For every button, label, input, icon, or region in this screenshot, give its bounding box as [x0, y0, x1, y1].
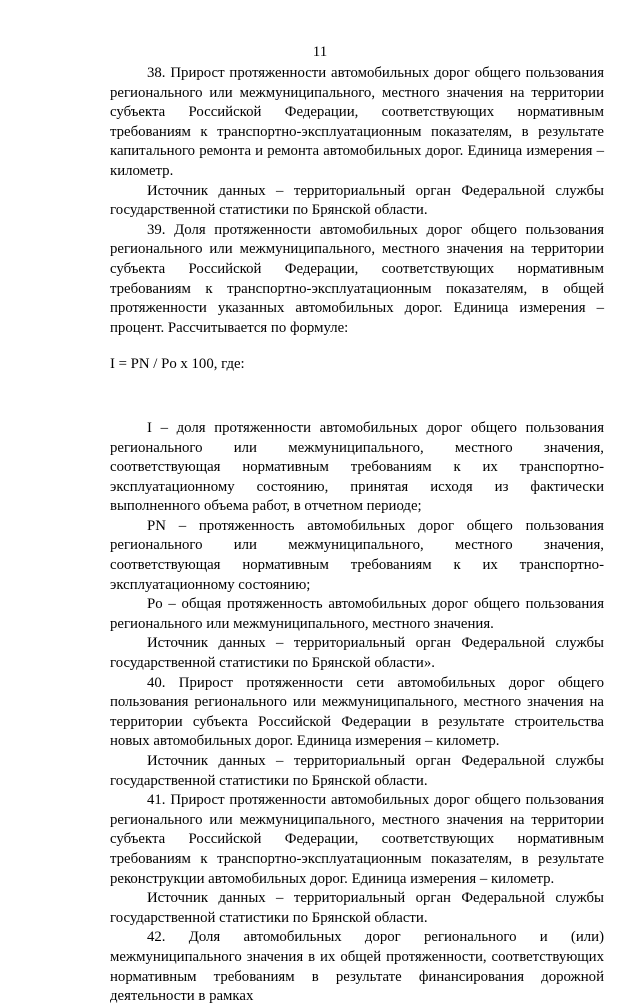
page-number: 11: [312, 44, 328, 60]
paragraph-41: 41. Прирост протяженности автомобильных дорог общего пользования регионального или межмуниципального, местного значения на территории субъекта Российской Федерации, соответствующих нормативным требованиям к транспортно-эксплуатационным показателям, в результате реконструкции автомобильных дорог. Единица измерения – километр.: [110, 792, 604, 887]
paragraph-40: 40. Прирост протяженности сети автомобильных дорог общего пользования регионального или межмуниципального, местного значения на территории субъекта Российской Федерации в результате строительства новых автомобильных дорог. Единица измерения – километр.: [110, 674, 604, 750]
formula: I = PN / Po x 100, где:: [110, 356, 245, 373]
document-body: [110, 64, 604, 1007]
paragraph-39: 39. Доля протяженности автомобильных дорог общего пользования регионального или межмуниципального, местного значения на территории субъекта Российской Федерации, соответствующих нормативным требованиям к транспортно-эксплуатационным показателям, в общей протяженности указанных автомобильных дорог. Единица измерения – процент. Рассчитывается по формуле:: [110, 221, 604, 336]
definition-po: Po – общая протяженность автомобильных дорог общего пользования регионального или межмуниципального, местного значения.: [110, 596, 604, 632]
paragraph-38-source: Источник данных – территориальный орган Федеральной службы государственной статистики по Брянской области.: [110, 182, 604, 219]
paragraph-42: 42. Доля автомобильных дорог регионального и (или) межмуниципального значения в их общей протяженности, соответствующих нормативным требованиям в результате финансирования дорожной деятельности в рамках: [110, 929, 604, 1005]
definition-pn: PN – протяженность автомобильных дорог общего пользования регионального или межмуниципального, местного значения, соответствующая нормативным требованиям к их транспортно-эксплуатационному состоянию;: [110, 517, 604, 593]
paragraph-40-source: Источник данных – территориальный орган Федеральной службы государственной статистики по Брянской области.: [110, 753, 604, 789]
paragraph-38: 38. Прирост протяженности автомобильных дорог общего пользования регионального или межмуниципального, местного значения на территории субъекта Российской Федерации, соответствующих нормативным требованиям к транспортно-эксплуатационным показателям, в результате капитального ремонта и ремонта автомобильных дорог. Единица измерения – километр.: [110, 65, 604, 179]
paragraph-41-source: Источник данных – территориальный орган Федеральной службы государственной статистики по Брянской области.: [110, 890, 604, 926]
paragraph-39-source: Источник данных – территориальный орган Федеральной службы государственной статистики по Брянской области».: [110, 635, 604, 672]
definition-i: I – доля протяженности автомобильных дорог общего пользования регионального или межмуниципального, местного значения, соответствующая нормативным требованиям к их транспортно-эксплуатационному состоянию, принятая исходя из фактически выполненного объема работ, в отчетном периоде;: [110, 419, 604, 515]
